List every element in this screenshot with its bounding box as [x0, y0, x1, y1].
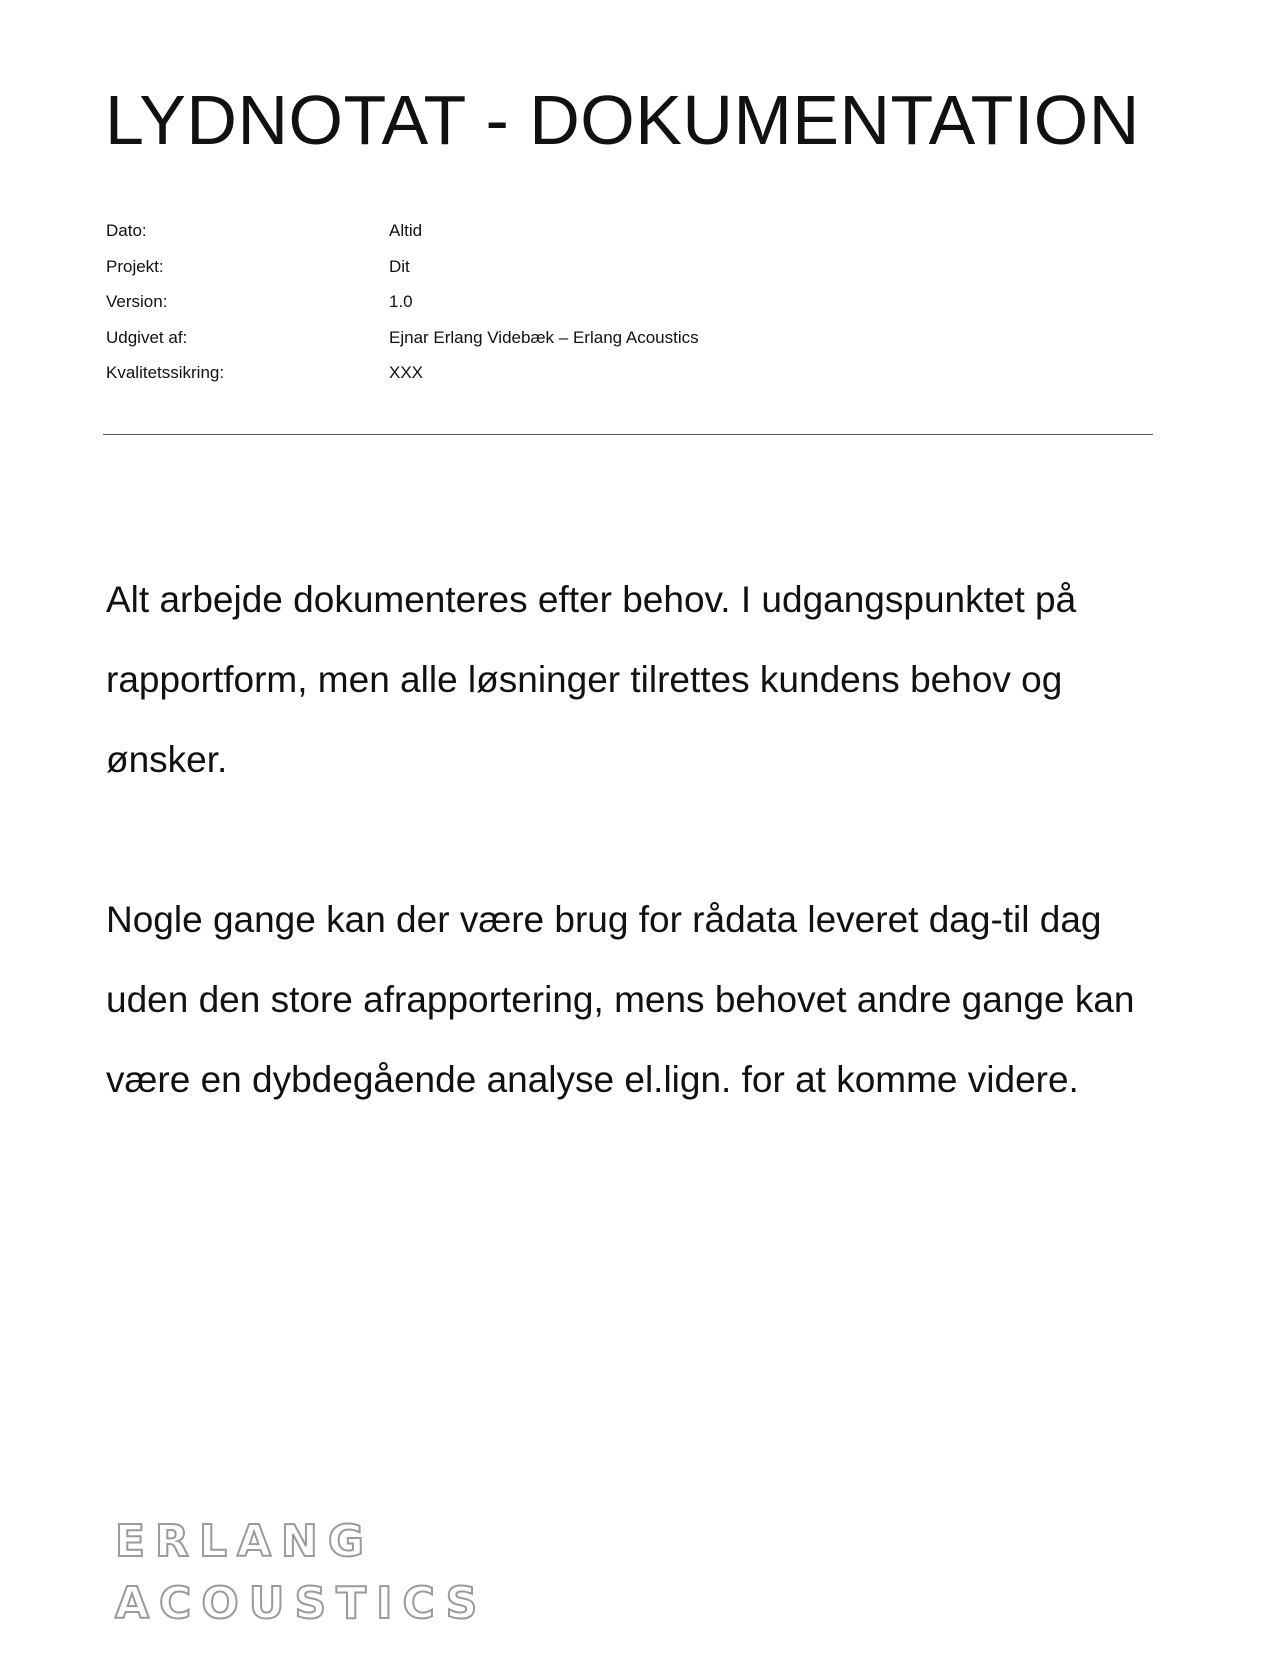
meta-row-version: [106, 291, 1006, 327]
body-paragraph: Alt arbejde dokumenteres efter behov. I udgangspunktet på rapportform, men alle løsninger tilrettes kundens behov og ønsker.: [106, 579, 1077, 780]
meta-value: Altid: [389, 221, 423, 240]
meta-value: Ejnar Erlang Videbæk – Erlang Acoustics: [389, 327, 699, 347]
meta-label: Dato:: [106, 221, 147, 240]
meta-label: Projekt:: [106, 256, 164, 276]
meta-label: Kvalitetssikring:: [106, 363, 225, 382]
body-text: [106, 560, 1166, 1200]
meta-value: Dit: [389, 256, 410, 276]
meta-label: Version:: [106, 292, 168, 311]
meta-row-publisher: [106, 327, 1006, 363]
meta-row-quality-assurance: [106, 362, 1006, 398]
erlang-acoustics-logo: [115, 1516, 488, 1629]
meta-row-project: [106, 256, 1006, 292]
meta-value: 1.0: [389, 292, 413, 311]
section-divider: [103, 434, 1153, 435]
meta-value: XXX: [389, 363, 424, 382]
body-paragraph: Nogle gange kan der være brug for rådata leveret dag-til dag uden den store afrapportering, mens behovet andre gange kan være en dybdegående analyse el.lign. for at komme videre.: [106, 899, 1135, 1100]
meta-label: Udgivet af:: [106, 327, 188, 347]
logo-line-acoustics: ACOUSTICS: [115, 1578, 488, 1629]
metadata-table: [106, 220, 1006, 398]
page-title: LYDNOTAT - DOKUMENTATION: [105, 81, 1140, 159]
meta-row-date: [106, 220, 1006, 256]
logo-line-erlang: ERLANG: [115, 1516, 374, 1567]
